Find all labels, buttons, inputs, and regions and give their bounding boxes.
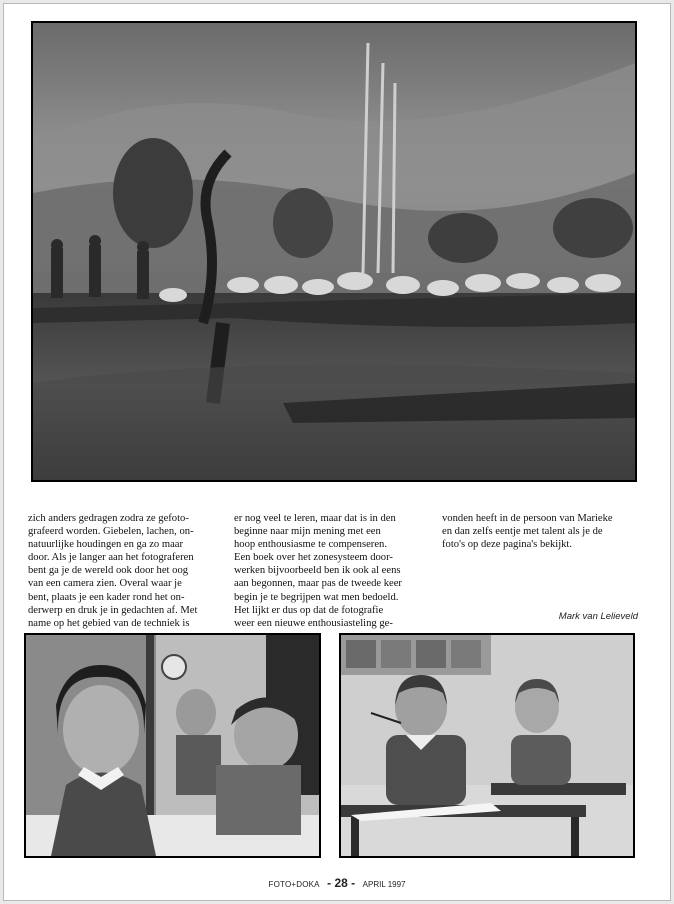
text-line: Het lijkt er dus op dat de fotografie xyxy=(234,604,384,616)
schoolboys-image xyxy=(341,635,633,856)
schoolgirl-image xyxy=(26,635,319,856)
text-line: aan begonnen, maar pas de tweede keer xyxy=(234,578,402,590)
schoolgirl-photo xyxy=(24,633,321,858)
text-line: zich anders gedragen zodra ze gefoto- xyxy=(28,513,189,524)
author-byline: Mark van Lelieveld xyxy=(558,611,638,622)
text-line: werken bijvoorbeeld ben ik ook al eens xyxy=(234,565,401,577)
text-line: bent ga je de wereld ook door het oog xyxy=(28,565,189,577)
text-line: weer een nieuwe enthousiasteling ge- xyxy=(234,617,393,629)
text-line: van een camera zien. Overal waar je xyxy=(28,578,182,590)
page-footer xyxy=(0,874,674,892)
text-line: natuurlijke houdingen en ga zo maar xyxy=(28,539,184,551)
landscape-sheep-photo xyxy=(31,21,637,482)
text-line: Een boek over het zonesysteem door- xyxy=(234,552,393,564)
article-column-3 xyxy=(442,512,635,551)
text-line: er nog veel te leren, maar dat is in den xyxy=(234,513,396,524)
text-line: beginne naar mijn mening met een xyxy=(234,526,381,538)
magazine-name: FOTO+DOKA xyxy=(268,880,320,889)
page-number: - 28 - xyxy=(327,876,356,890)
text-line: vonden heeft in de persoon van Marieke xyxy=(442,513,613,524)
text-line: grafeerd worden. Giebelen, lachen, on- xyxy=(28,526,194,538)
text-line: foto's op deze pagina's bekijkt. xyxy=(442,539,573,551)
text-line: hoop enthousiasme te compenseren. xyxy=(234,539,387,551)
article-column-2 xyxy=(234,512,427,630)
text-line: bent, plaats je een kader rond het on- xyxy=(28,591,185,603)
text-line: name op het gebied van de techniek is xyxy=(28,617,190,629)
text-line: en dan zelfs eentje met talent als je de xyxy=(442,526,603,538)
text-line: begin je te begrijpen wat men bedoeld. xyxy=(234,591,399,603)
article-column-1 xyxy=(28,512,221,630)
text-line: door. Als je langer aan het fotograferen xyxy=(28,552,194,564)
text-line: derwerp en druk je in gedachten af. Met xyxy=(28,604,198,616)
schoolboys-photo xyxy=(339,633,635,858)
landscape-sheep-image xyxy=(33,23,635,480)
issue-date: APRIL 1997 xyxy=(362,880,406,889)
